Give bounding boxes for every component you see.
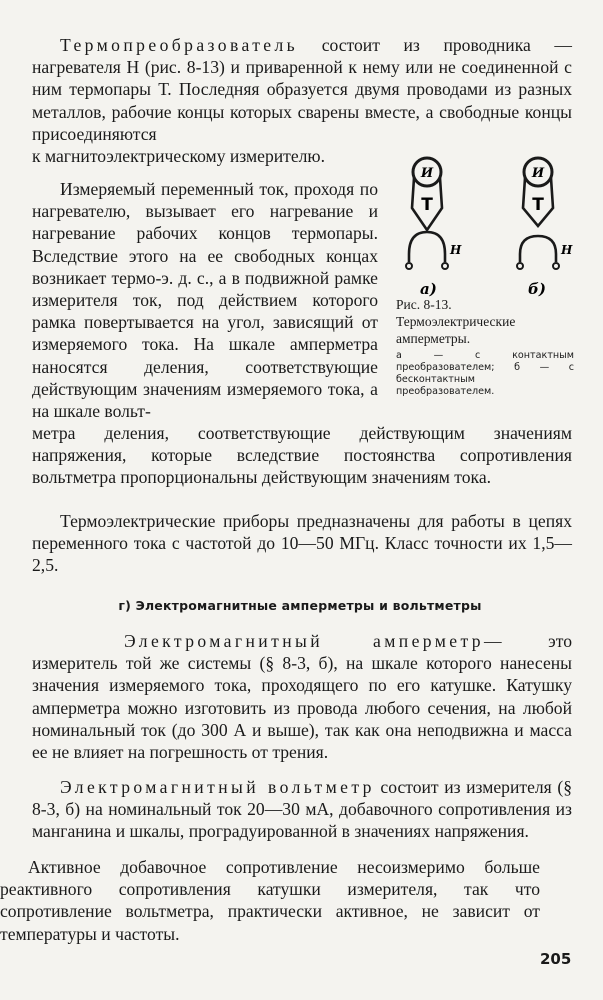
figure-caption-title: Рис. 8-13. Термоэлектрические амперметры. bbox=[396, 297, 516, 346]
heater-label-a: Н bbox=[450, 243, 462, 257]
thermo-label-a: Т bbox=[421, 195, 433, 215]
heater-a bbox=[409, 232, 445, 262]
page-number: 205 bbox=[540, 950, 572, 968]
paragraph-voltmeter-scale: метра деления, соответствующие действующим значениям напряжения, которые вследствие постоянства сопротивления вольтметра пропорциональны действующим значениям тока. bbox=[32, 423, 572, 488]
paragraph-em-voltmeter bbox=[32, 776, 572, 843]
paragraph-thermo-instruments bbox=[32, 510, 572, 577]
spaced-term-em-ammeter: Электромагнитный амперметр bbox=[124, 631, 484, 651]
figure-caption-legend: а — с контактным преобразователем; б — с бесконтактным преобразователем. bbox=[396, 350, 574, 397]
subfigure-label-b: б) bbox=[528, 280, 546, 298]
subfigure-label-a: а) bbox=[420, 280, 437, 298]
paragraph-em-ammeter bbox=[32, 630, 572, 763]
paragraph-text: Измеряемый переменный ток, проходя по нагревателю, вызывает его нагревание и нагревание рабочих концов термопары. Вследствие этого на ее свободных концах возникает термо-э. д. с., а в подвижной рамке измерителя ток, под действием которого рамка повертывается на угол, зависящий от измеряемого тока. На шкале амперметра наносятся деления, соответствующие действующим значениям измеряемого тока, а на шкале вольт- bbox=[32, 179, 378, 422]
meter-label-a: И bbox=[420, 166, 434, 181]
spaced-term-thermoconverter: Термопреобразователь bbox=[60, 35, 299, 55]
paragraph-text: — это измеритель той же системы (§ 8-3, б), на шкале которого нанесены значения измеряемого тока, проходящего по его катушке. Катушку амперметра можно изготовить из провода любого сечения, на любой номинальный ток (до 300 А и выше), так как она неподвижна и масса ее не влияет на погрешность от трения. bbox=[32, 631, 572, 763]
paragraph-tail: к магнитоэлектрическому измерителю. bbox=[32, 146, 325, 167]
section-heading: г) Электромагнитные амперметры и вольтметры bbox=[118, 598, 482, 613]
figure-caption bbox=[396, 296, 574, 398]
paragraph-active-resistance bbox=[0, 856, 540, 945]
heater-b bbox=[520, 236, 556, 262]
terminal-a-right bbox=[442, 263, 448, 269]
terminal-b-left bbox=[517, 263, 523, 269]
paragraph-text: Активное добавочное сопротивление несоизмеримо больше реактивного сопротивления катушки измерителя, так что сопротивление вольтметра, практически активное, не зависит от температуры и частоты. bbox=[0, 857, 540, 944]
heater-label-b: Н bbox=[561, 243, 573, 257]
thermo-label-b: Т bbox=[532, 195, 544, 215]
spaced-term-em-voltmeter: Электромагнитный вольтметр bbox=[60, 777, 375, 797]
terminal-a-left bbox=[406, 263, 412, 269]
paragraph-text: состоит из проводника — нагревателя Н (рис. 8-13) и приваренной к нему или не соединенной с ним термопары Т. Последняя образуется двумя проводами из разных металлов, рабочие концы которых сварены вместе, а свободные концы присоединяются bbox=[32, 35, 572, 144]
paragraph-text: состоит из измерителя (§ 8-3, б) на номинальный ток 20—30 мА, добавочного сопротивления из манганина и шкалы, проградуированной в значениях напряжения. bbox=[32, 777, 572, 842]
paragraph-text: Термоэлектрические приборы предназначены для работы в цепях переменного тока с частотой до 10—50 МГц. Класс точности их 1,5—2,5. bbox=[32, 511, 572, 576]
meter-label-b: И bbox=[531, 166, 545, 181]
paragraph-measured-current bbox=[32, 178, 378, 422]
terminal-b-right bbox=[553, 263, 559, 269]
